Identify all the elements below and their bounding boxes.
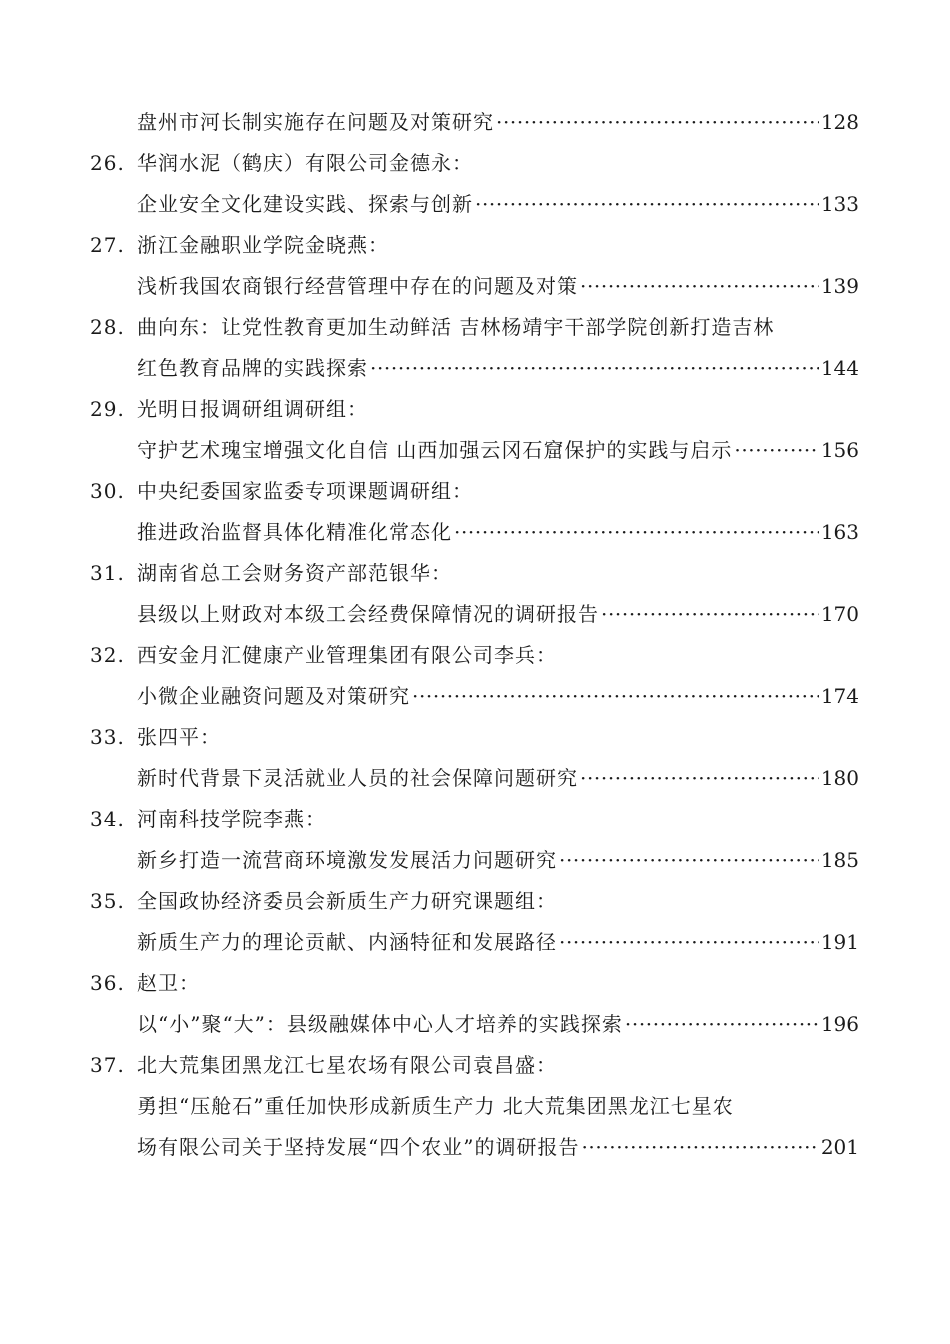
entry-author: 赵卫： (137, 971, 200, 995)
entry-number: 27. (90, 233, 125, 257)
dot-leader (580, 758, 819, 799)
toc-author-line (0, 225, 950, 266)
dot-leader (734, 430, 818, 471)
entry-author: 华润水泥（鹤庆）有限公司金德永： (137, 151, 473, 175)
entry-author: 光明日报调研组调研组： (137, 397, 368, 421)
entry-number: 35. (90, 889, 125, 913)
entry-title: 推进政治监督具体化精准化常态化 (137, 520, 452, 544)
entry-number: 33. (90, 725, 125, 749)
toc-author-line (0, 553, 950, 594)
entry-title: 新质生产力的理论贡献、内涵特征和发展路径 (137, 930, 557, 954)
page-number: 185 (820, 848, 859, 872)
toc-title-line (0, 102, 950, 143)
entry-author: 全国政协经济委员会新质生产力研究课题组： (137, 889, 557, 913)
toc-title-line (0, 922, 950, 963)
entry-title-part: 勇担“压舱石”重任加快形成新质生产力 北大荒集团黑龙江七星农 (137, 1094, 734, 1118)
entry-title: 新时代背景下灵活就业人员的社会保障问题研究 (137, 766, 578, 790)
entry-title: 企业安全文化建设实践、探索与创新 (137, 192, 473, 216)
toc-title-line (0, 266, 950, 307)
entry-title: 以“小”聚“大”：县级融媒体中心人才培养的实践探索 (137, 1012, 623, 1036)
dot-leader (580, 266, 819, 307)
entry-author: 张四平： (137, 725, 221, 749)
dot-leader (412, 676, 819, 717)
entry-author: 北大荒集团黑龙江七星农场有限公司袁昌盛： (137, 1053, 557, 1077)
toc-author-line (0, 143, 950, 184)
entry-number: 37. (90, 1053, 125, 1077)
page-number: 201 (820, 1135, 859, 1159)
toc-title-line (0, 1127, 950, 1168)
entry-number: 30. (90, 479, 125, 503)
entry-author: 河南科技学院李燕： (137, 807, 326, 831)
entry-author: 浙江金融职业学院金晓燕： (137, 233, 389, 257)
page-number: 170 (820, 602, 859, 626)
toc-title-continuation-line (0, 1086, 950, 1127)
dot-leader (625, 1004, 819, 1045)
entry-title: 浅析我国农商银行经营管理中存在的问题及对策 (137, 274, 578, 298)
toc-author-line (0, 1045, 950, 1086)
page-number: 128 (820, 110, 859, 134)
entry-author: 西安金月汇健康产业管理集团有限公司李兵： (137, 643, 557, 667)
dot-leader (454, 512, 819, 553)
entry-number: 31. (90, 561, 125, 585)
entry-number: 28. (90, 315, 125, 339)
page-number: 144 (820, 356, 859, 380)
dot-leader (601, 594, 819, 635)
page-number: 133 (820, 192, 859, 216)
page-number: 163 (820, 520, 859, 544)
entry-number: 36. (90, 971, 125, 995)
entry-number: 29. (90, 397, 125, 421)
dot-leader (475, 184, 819, 225)
toc-author-line (0, 635, 950, 676)
entry-number: 32. (90, 643, 125, 667)
page-number: 196 (820, 1012, 859, 1036)
page-number: 156 (820, 438, 859, 462)
toc-title-line (0, 430, 950, 471)
entry-number: 26. (90, 151, 125, 175)
toc-author-line (0, 881, 950, 922)
dot-leader (559, 840, 819, 881)
toc-title-line (0, 1004, 950, 1045)
entry-title-part: 场有限公司关于坚持发展“四个农业”的调研报告 (137, 1135, 580, 1159)
dot-leader (581, 1127, 818, 1168)
entry-title: 新乡打造一流营商环境激发发展活力问题研究 (137, 848, 557, 872)
entry-title: 小微企业融资问题及对策研究 (137, 684, 410, 708)
toc-author-line (0, 717, 950, 758)
dot-leader (559, 922, 819, 963)
entry-title: 红色教育品牌的实践探索 (137, 356, 368, 380)
toc-title-line (0, 840, 950, 881)
toc-author-line (0, 307, 950, 348)
toc-title-line (0, 184, 950, 225)
entry-author: 曲向东：让党性教育更加生动鲜活 吉林杨靖宇干部学院创新打造吉林 (137, 315, 775, 339)
page-number: 139 (820, 274, 859, 298)
entry-title: 盘州市河长制实施存在问题及对策研究 (137, 110, 494, 134)
toc-author-line (0, 963, 950, 1004)
dot-leader (370, 348, 819, 389)
entry-title: 县级以上财政对本级工会经费保障情况的调研报告 (137, 602, 599, 626)
page-number: 191 (820, 930, 859, 954)
page-number: 174 (820, 684, 859, 708)
toc-author-line (0, 389, 950, 430)
entry-number: 34. (90, 807, 125, 831)
toc-title-line (0, 758, 950, 799)
toc-title-line (0, 348, 950, 389)
toc-author-line (0, 471, 950, 512)
toc-title-line (0, 594, 950, 635)
toc-title-line (0, 512, 950, 553)
dot-leader (496, 102, 819, 143)
entry-title: 守护艺术瑰宝增强文化自信 山西加强云冈石窟保护的实践与启示 (137, 438, 733, 462)
page-number: 180 (820, 766, 859, 790)
entry-author: 湖南省总工会财务资产部范银华： (137, 561, 452, 585)
entry-author: 中央纪委国家监委专项课题调研组： (137, 479, 473, 503)
toc-author-line (0, 799, 950, 840)
toc-title-line (0, 676, 950, 717)
